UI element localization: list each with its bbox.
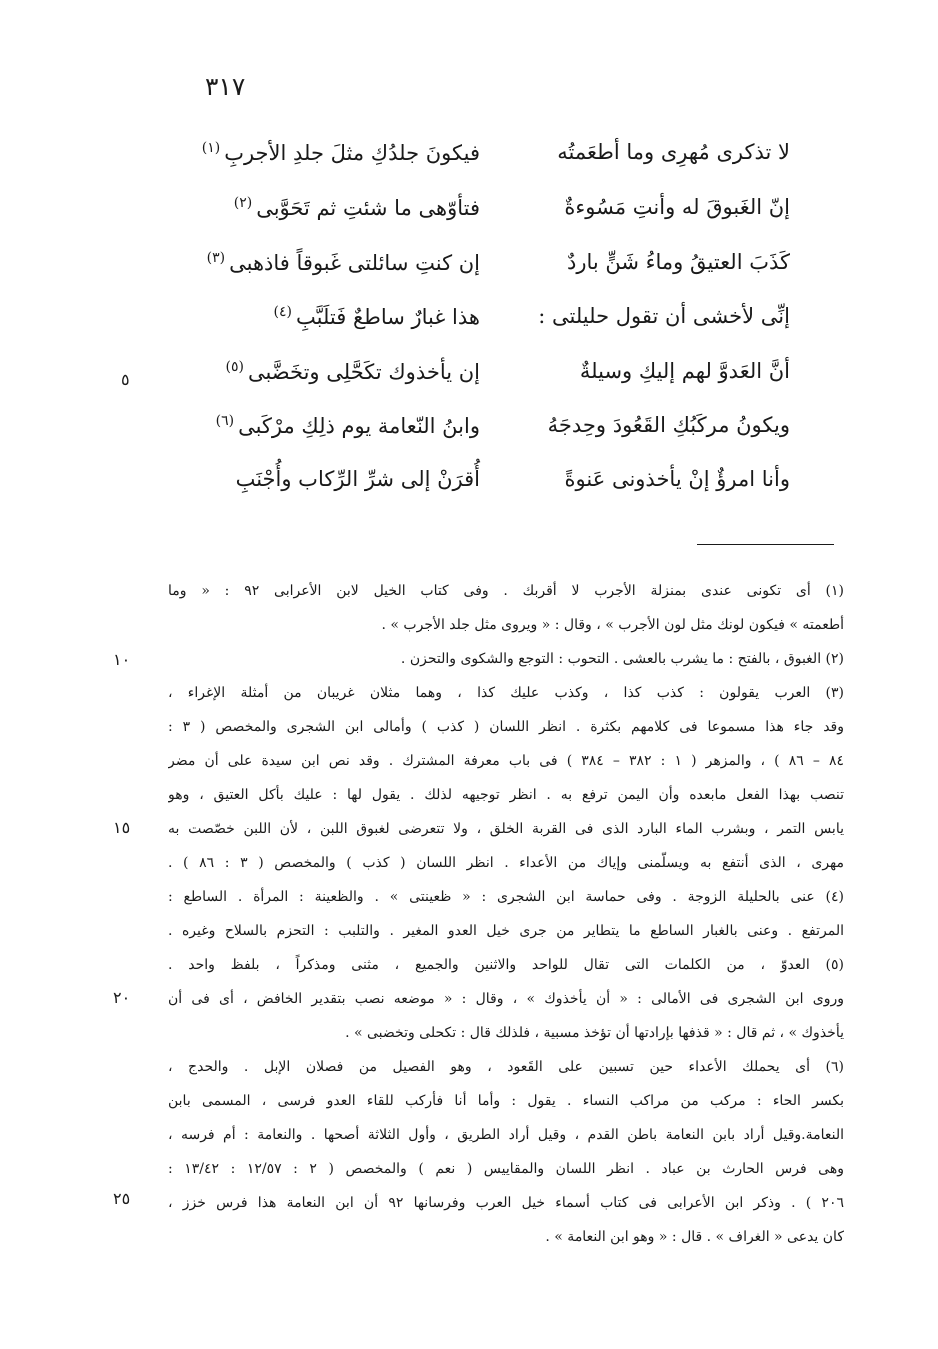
footnote-line: النعامة.وقيل أراد بابن النعامة باطن القدم ، وقيل أراد الطريق ، وأول الثلاثة أصحها . والنعامة : أم فرسه ، <box>168 1127 844 1143</box>
verse-second-hemistich <box>216 413 480 438</box>
footnote-line: (٥) العدوّ ، من الكلمات التى تقال للواحد والاثنين والجميع ، مثنى ومذكراً ، بلفظ واحد . <box>168 957 844 973</box>
footnote-line: أطعمته » فيكون لونك مثل لون الأجرب » ، وقال : « ويروى مثل جلد الأجرب » . <box>381 617 844 633</box>
verse-4 <box>150 304 790 356</box>
verse-second-hemistich <box>207 250 480 275</box>
verse-first-hemistich: وأنا امرؤٌ إنْ يأخذونى عَنوةً <box>564 467 790 491</box>
page-number: ٣١٧ <box>205 72 246 101</box>
footnote-line: (٦) أى يحملك الأعداء حين تسبين على القَعود ، وهو الفصيل من فصلان الإبل . والحدج ، <box>168 1059 844 1075</box>
footnote-separator <box>697 544 834 545</box>
verse-first-hemistich: أنَّ العَدوَّ لهم إليكِ وسيلةٌ <box>579 359 790 383</box>
footnote-line: تنصب بهذا الفعل مابعده وأن اليمن ترفع به . انظر توجيهه لذلك . يقول لها : عليك بأكل العتيق ، وهو <box>168 787 844 803</box>
footnote-line: وروى ابن الشجرى فى الأمالى : « أن يأخذوك » ، وقال : « موضعه نصب بتقدير الخافض ، أى فى أن <box>168 991 844 1007</box>
verse-first-hemistich: كَذَبَ العتيقُ وماءُ شَنٍّ باردٌ <box>566 250 790 274</box>
footnote-line: (٢) الغبوق ، بالفتح : ما يشرب بالعشى . التحوب : التوجع والشكوى والتحزن . <box>400 651 844 667</box>
footnote-line: مهرى ، الذى أنتفع به ويسلّمنى وإياك من الأعداء . انظر اللسان ( كذب ) والمخصص ( ٣ : ٨٦ ) . <box>168 855 844 871</box>
footnote-line: المرتفع . وعنى بالغبار الساطع ما يتطاير من جرى خيل العدو المغير . والتلبب : التحزم بالسلاح وغيره . <box>168 923 844 939</box>
footnote-line: (٣) العرب يقولون : كذب كذا ، وكذب عليك كذا ، وهما مثلان غريبان من أمثلة الإغراء ، <box>168 685 844 701</box>
verse-first-hemistich: إنِّى لأخشى أن تقول حليلتى : <box>538 304 790 328</box>
footnote-line: (٤) عنى بالحليلة الزوجة . وفى حماسة ابن الشجرى : « ظعينتى » . والظعينة : المرأة . الساطع : <box>168 889 844 905</box>
verse-first-hemistich: لا تذكرى مُهرِى وما أطعَمتُه <box>557 140 790 164</box>
footnote-marker: (٦) <box>215 413 235 429</box>
verse-7 <box>150 467 790 519</box>
footnote-marker: (٥) <box>225 359 244 375</box>
line-number-marker: ١٥ <box>113 818 131 837</box>
verse-second-hemistich <box>226 359 481 384</box>
footnote-marker: (١) <box>201 140 221 156</box>
verse-second-hemistich <box>234 195 480 220</box>
verse-first-hemistich: ويكونُ مركَبُكِ القَعُودَ وحِدجَهُ <box>547 413 790 437</box>
footnote-marker: (٣) <box>206 250 226 266</box>
verse-text: إن كنتِ سائلتى غَبوقاً فاذهبى <box>229 251 480 275</box>
verse-5 <box>150 359 790 411</box>
verse-6 <box>150 413 790 465</box>
footnote-line: كان يدعى « الغراف » . قال : « وهو ابن النعامة » . <box>545 1229 844 1245</box>
footnote-line: ٢٠٦ ) . وذكر ابن الأعرابى فى كتاب أسماء خيل العرب وفرسانها ٩٢ أن ابن النعامة هذا فرس خزز ، <box>168 1195 844 1211</box>
verse-second-hemistich <box>236 467 480 491</box>
footnote-line: يابس التمر ، وبشرب الماء البارد الذى فى القربة الخلق ، ولا تتعرضى لغبوق اللبن ، لأن اللبن خصّصت به <box>168 821 844 837</box>
footnote-line: يأخذوك » ، ثم قال : « قذفها بإرادتها أن تؤخذ مسبية ، فلذلك قال : تكحلى وتخضبى » . <box>345 1025 844 1041</box>
verse-text: هذا غبارٌ ساطعٌ فَتلَبَّبِ <box>296 305 480 329</box>
verse-text: أُقرَنْ إلى شرِّ الرِّكاب وأُجْنَبِ <box>235 467 480 491</box>
verse-first-hemistich: إنّ الغَبوقَ له وأنتِ مَسُوءةٌ <box>564 195 790 219</box>
footnote-line: (١) أى تكونى عندى بمنزلة الأجرب لا أقربك . وفى كتاب الخيل لابن الأعرابى ٩٢ : « وما <box>168 583 844 599</box>
verse-text: إن يأخذوك تكَحَّلِى وتخَضَّبى <box>247 360 480 384</box>
verse-second-hemistich <box>202 140 480 165</box>
footnote-marker: (٢) <box>233 195 253 211</box>
footnote-marker: (٤) <box>273 304 292 320</box>
line-number-marker: ٥ <box>121 370 130 389</box>
footnote-line: وقد جاء هذا مسموعا فى كلامهم بكثرة . انظر اللسان ( كذب ) وأمالى ابن الشجرى والمخصص ( ٣ : <box>168 719 844 735</box>
line-number-marker: ١٠ <box>113 650 131 669</box>
footnote-line: بكسر الحاء : مركب من مراكب النساء . يقول : وأما أنا فأركب للقاء العدو فرسى ، المسمى بابن <box>168 1093 844 1109</box>
line-number-marker: ٢٥ <box>113 1189 131 1208</box>
verse-3 <box>150 250 790 302</box>
verse-text: فيكونَ جلدُكِ مثلَ جلدِ الأجربِ <box>224 141 480 165</box>
footnote-line: وهى فرس الحارث بن عباد . انظر اللسان والمقاييس ( نعم ) والمخصص ( ٢ : ١٢/٥٧ : ١٣/٤٢ : <box>168 1161 844 1177</box>
verse-second-hemistich <box>274 304 480 329</box>
verse-text: وابنُ النّعامة يوم ذلِكِ مرْكَبى <box>238 414 480 438</box>
footnote-line: ٨٤ – ٨٦ ) ، والمزهر ( ١ : ٣٨٢ – ٣٨٤ ) فى باب معرفة المشترك . وقد نص ابن سيدة على أن مضر <box>168 753 844 769</box>
line-number-marker: ٢٠ <box>113 988 131 1007</box>
verse-1 <box>150 140 790 192</box>
verse-2 <box>150 195 790 247</box>
verse-text: فتأوّهى ما شئتِ ثم تَحَوَّبى <box>256 196 480 220</box>
